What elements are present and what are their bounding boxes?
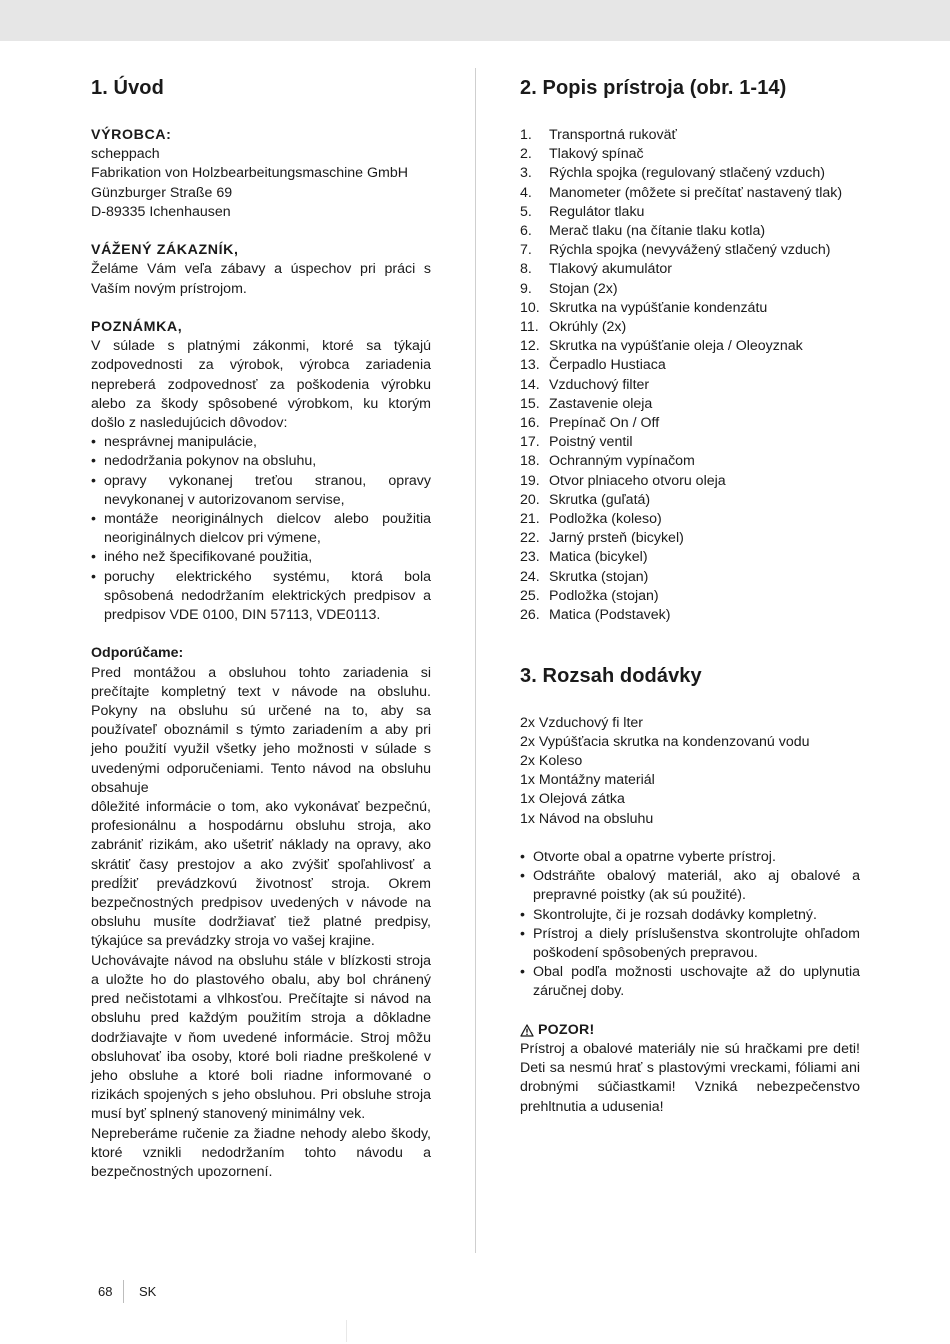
manufacturer-line: D-89335 Ichenhausen bbox=[91, 203, 231, 220]
part-name: Regulátor tlaku bbox=[549, 203, 645, 220]
part-number: 1. bbox=[520, 127, 532, 143]
part-name: Tlakový spínač bbox=[549, 146, 644, 163]
parts-list-item bbox=[520, 529, 860, 548]
part-number: 21. bbox=[520, 511, 540, 528]
list-item: • opravy vykonanej treťou stranou, opravy nevykonanej v autorizovanom servise, bbox=[91, 472, 431, 510]
parts-list-item bbox=[520, 164, 860, 183]
parts-list-item bbox=[520, 356, 860, 375]
manufacturer-label: VÝROBCA: bbox=[91, 127, 172, 143]
part-number: 15. bbox=[520, 395, 540, 412]
delivery-item: 1x Montážny materiál bbox=[520, 772, 655, 789]
part-name: Čerpadlo Hustiaca bbox=[549, 357, 666, 374]
list-item: • montáže neoriginálnych dielcov alebo použitia neoriginálnych dielcov pri výmene, bbox=[91, 510, 431, 548]
list-item: • Odstráňte obalový materiál, ako aj obalové a prepravné poistky (ak sú použité). bbox=[520, 867, 860, 905]
note-text: V súlade s platnými zákonmi, ktoré sa týkajú zodpovednosti za výrobok, výrobca zariadenia nepreberá zodpovednosť za poškodenia výrobku alebo za škody spôsobené výrobkom, ku ktorým došlo z nasledujúcich dôvodov: bbox=[91, 338, 431, 432]
list-item: • Otvorte obal a opatrne vyberte prístroj. bbox=[520, 848, 860, 867]
part-number: 6. bbox=[520, 223, 532, 240]
delivery-item: 2x Vzduchový fi lter bbox=[520, 714, 644, 731]
warning-text: Prístroj a obalové materiály nie sú hračkami pre deti! Deti sa nesmú hrať s plastovými vreckami, fóliami ani drobnými súčiastkami! Vzniká nebezpečenstvo prehltnutia a udusenia! bbox=[520, 1041, 860, 1115]
list-item: • nesprávnej manipulácie, bbox=[91, 433, 431, 452]
part-number: 22. bbox=[520, 530, 540, 547]
part-name: Matica (Podstavek) bbox=[549, 607, 671, 624]
parts-list-item bbox=[520, 280, 860, 299]
heading-intro: 1. Úvod bbox=[91, 77, 164, 99]
parts-list-item bbox=[520, 126, 860, 145]
page-number: 68 bbox=[98, 1284, 113, 1299]
parts-list-item bbox=[520, 452, 860, 471]
parts-list-item bbox=[520, 145, 860, 164]
parts-list-item bbox=[520, 395, 860, 414]
part-number: 25. bbox=[520, 587, 540, 604]
crop-mark bbox=[346, 1320, 347, 1342]
part-number: 2. bbox=[520, 146, 532, 163]
part-name: Skrutka (stojan) bbox=[549, 568, 649, 585]
parts-list-item bbox=[520, 414, 860, 433]
delivery-item: 1x Návod na obsluhu bbox=[520, 810, 654, 827]
part-number: 10. bbox=[520, 299, 540, 316]
right-column bbox=[520, 76, 860, 1117]
parts-list-item bbox=[520, 491, 860, 510]
part-number: 12. bbox=[520, 338, 540, 355]
parts-list-item bbox=[520, 433, 860, 452]
note-label: POZNÁMKA, bbox=[91, 319, 183, 335]
column-divider bbox=[475, 68, 476, 1253]
part-name: Skrutka na vypúšťanie kondenzátu bbox=[549, 299, 768, 316]
recommend-paragraph: Pred montážou a obsluhou tohto zariadenia si prečítajte kompletný text v návode na obsluhu. Pokyny na obsluhu sú určené na to, aby sa používateľ oboznámil s týmto zariadením a aby pri jeho použití využil všetky jeho možnosti v súlade s uvedenými odporučeniami. Tento návod na obsluhu obsahuje bbox=[91, 664, 431, 796]
part-name: Stojan (2x) bbox=[549, 280, 618, 297]
part-name: Transportná rukoväť bbox=[549, 127, 677, 143]
part-number: 17. bbox=[520, 434, 540, 451]
part-name: Skrutka na vypúšťanie oleja / Oleoyznak bbox=[549, 338, 803, 355]
parts-list-item bbox=[520, 472, 860, 491]
part-number: 19. bbox=[520, 472, 540, 489]
part-name: Merač tlaku (na čítanie tlaku kotla) bbox=[549, 223, 766, 240]
part-number: 11. bbox=[520, 319, 539, 336]
language-code: SK bbox=[139, 1284, 157, 1299]
parts-list-item bbox=[520, 318, 860, 337]
part-number: 14. bbox=[520, 376, 540, 393]
parts-list-item bbox=[520, 222, 860, 241]
part-number: 16. bbox=[520, 415, 540, 432]
warning-label: POZOR! bbox=[538, 1021, 595, 1038]
list-item: • Skontrolujte, či je rozsah dodávky kompletný. bbox=[520, 906, 860, 925]
parts-list-item bbox=[520, 184, 860, 203]
parts-list bbox=[520, 126, 860, 625]
part-name: Vzduchový filter bbox=[549, 376, 650, 393]
part-name: Zastavenie oleja bbox=[549, 395, 653, 412]
parts-list-item bbox=[520, 376, 860, 395]
customer-text: Želáme Vám veľa zábavy a úspechov pri práci s Vaším novým prístrojom. bbox=[91, 261, 431, 297]
footer-divider bbox=[123, 1280, 124, 1303]
part-number: 5. bbox=[520, 203, 532, 220]
manufacturer-line: scheppach bbox=[91, 146, 160, 163]
part-name: Jarný prsteň (bicykel) bbox=[549, 530, 684, 547]
heading-delivery: 3. Rozsah dodávky bbox=[520, 664, 702, 687]
delivery-item: 2x Vypúšťacia skrutka na kondenzovanú vodu bbox=[520, 733, 810, 750]
top-bar bbox=[0, 0, 950, 41]
part-number: 8. bbox=[520, 261, 532, 278]
part-name: Otvor plniaceho otvoru oleja bbox=[549, 472, 726, 489]
recommend-paragraph: Nepreberáme ručenie za žiadne nehody alebo škody, ktoré vznikli nedodržaním tohto návodu a bezpečnostných upozornení. bbox=[91, 1125, 431, 1180]
part-name: Rýchla spojka (regulovaný stlačený vzduch) bbox=[549, 165, 825, 182]
part-name: Tlakový akumulátor bbox=[549, 261, 673, 278]
part-number: 24. bbox=[520, 568, 540, 585]
part-name: Skrutka (guľatá) bbox=[549, 491, 651, 508]
parts-list-item bbox=[520, 510, 860, 529]
list-item: • nedodržania pokynov na obsluhu, bbox=[91, 452, 431, 471]
part-name: Podložka (stojan) bbox=[549, 587, 659, 604]
part-number: 18. bbox=[520, 453, 540, 470]
manufacturer-line: Günzburger Straße 69 bbox=[91, 184, 233, 201]
part-number: 13. bbox=[520, 357, 540, 374]
parts-list-item bbox=[520, 606, 860, 625]
left-column bbox=[91, 76, 431, 1182]
customer-label: VÁŽENÝ ZÁKAZNÍK, bbox=[91, 242, 239, 259]
part-number: 20. bbox=[520, 491, 540, 508]
part-name: Podložka (koleso) bbox=[549, 511, 662, 528]
delivery-item: 2x Koleso bbox=[520, 753, 583, 770]
part-name: Ochranným vypínačom bbox=[549, 453, 695, 470]
delivery-item: 1x Olejová zátka bbox=[520, 791, 625, 808]
manufacturer-line: Fabrikation von Holzbearbeitungsmaschine GmbH bbox=[91, 165, 409, 182]
part-name: Poistný ventil bbox=[549, 434, 633, 451]
parts-list-item bbox=[520, 337, 860, 356]
parts-list-item bbox=[520, 299, 860, 318]
warning-heading bbox=[520, 1021, 860, 1040]
part-number: 7. bbox=[520, 242, 532, 259]
part-number: 23. bbox=[520, 549, 540, 566]
part-name: Okrúhly (2x) bbox=[549, 319, 627, 336]
list-item: • iného než špecifikované použitia, bbox=[91, 548, 431, 567]
part-number: 3. bbox=[520, 165, 532, 182]
list-item: • poruchy elektrického systému, ktorá bola spôsobená nedodržaním elektrických predpisov a predpisov VDE 0100, DIN 57113, VDE0113. bbox=[91, 568, 431, 626]
part-name: Prepínač On / Off bbox=[549, 415, 660, 432]
recommend-paragraph: dôležité informácie o tom, ako vykonávať bezpečnú, profesionálnu a hospodárnu obsluhu stroja, ako zabrániť rizikám, ako ušetriť náklady na opravy, ako skrátiť časy prestojov a ako zvýšiť spoľahlivosť a predĺžiť prevádzkovú životnosť stroja. Okrem bezpečnostných predpisov uvedených v návode na obsluhu musíte dodržiavať tiež platné predpisy, týkajúce sa prevádzky stroja vo vašej krajine. bbox=[91, 799, 431, 950]
part-name: Rýchla spojka (nevyvážený stlačený vzduch) bbox=[549, 242, 831, 259]
heading-description: 2. Popis prístroja (obr. 1-14) bbox=[520, 77, 787, 99]
part-number: 9. bbox=[520, 280, 532, 297]
warning-triangle-icon bbox=[520, 1024, 534, 1037]
part-number: 4. bbox=[520, 184, 532, 201]
part-number: 26. bbox=[520, 607, 540, 624]
list-item: • Prístroj a diely príslušenstva skontrolujte ohľadom poškodení spôsobených prepravou. bbox=[520, 925, 860, 963]
parts-list-item bbox=[520, 241, 860, 260]
note-bullet-list bbox=[91, 433, 431, 625]
part-name: Matica (bicykel) bbox=[549, 549, 648, 566]
parts-list-item bbox=[520, 203, 860, 222]
parts-list-item bbox=[520, 587, 860, 606]
recommend-label: Odporúčame: bbox=[91, 645, 184, 662]
parts-list-item bbox=[520, 260, 860, 279]
recommend-paragraph: Uchovávajte návod na obsluhu stále v blízkosti stroja a uložte ho do plastového obalu, aby bol chránený pred nečistotami a vlhkosťou. Prečítajte si návod na obsluhu pred každým použitím stroja a dôkladne dodržiavajte v ňom uvedené informácie. Stroj môžu obsluhovať iba osoby, ktoré boli riadne preškolené v jeho obsluhe a ktoré boli riadne informované o rizikách spojených s jeho obsluhou. Pri obsluhe stroja musí byť splnený stanovený minimálny vek. bbox=[91, 952, 431, 1123]
part-name: Manometer (môžete si prečítať nastavený tlak) bbox=[549, 184, 843, 201]
parts-list-item bbox=[520, 568, 860, 587]
delivery-bullet-list bbox=[520, 848, 860, 1002]
parts-list-item bbox=[520, 548, 860, 567]
list-item: • Obal podľa možnosti uschovajte až do uplynutia záručnej doby. bbox=[520, 963, 860, 1001]
